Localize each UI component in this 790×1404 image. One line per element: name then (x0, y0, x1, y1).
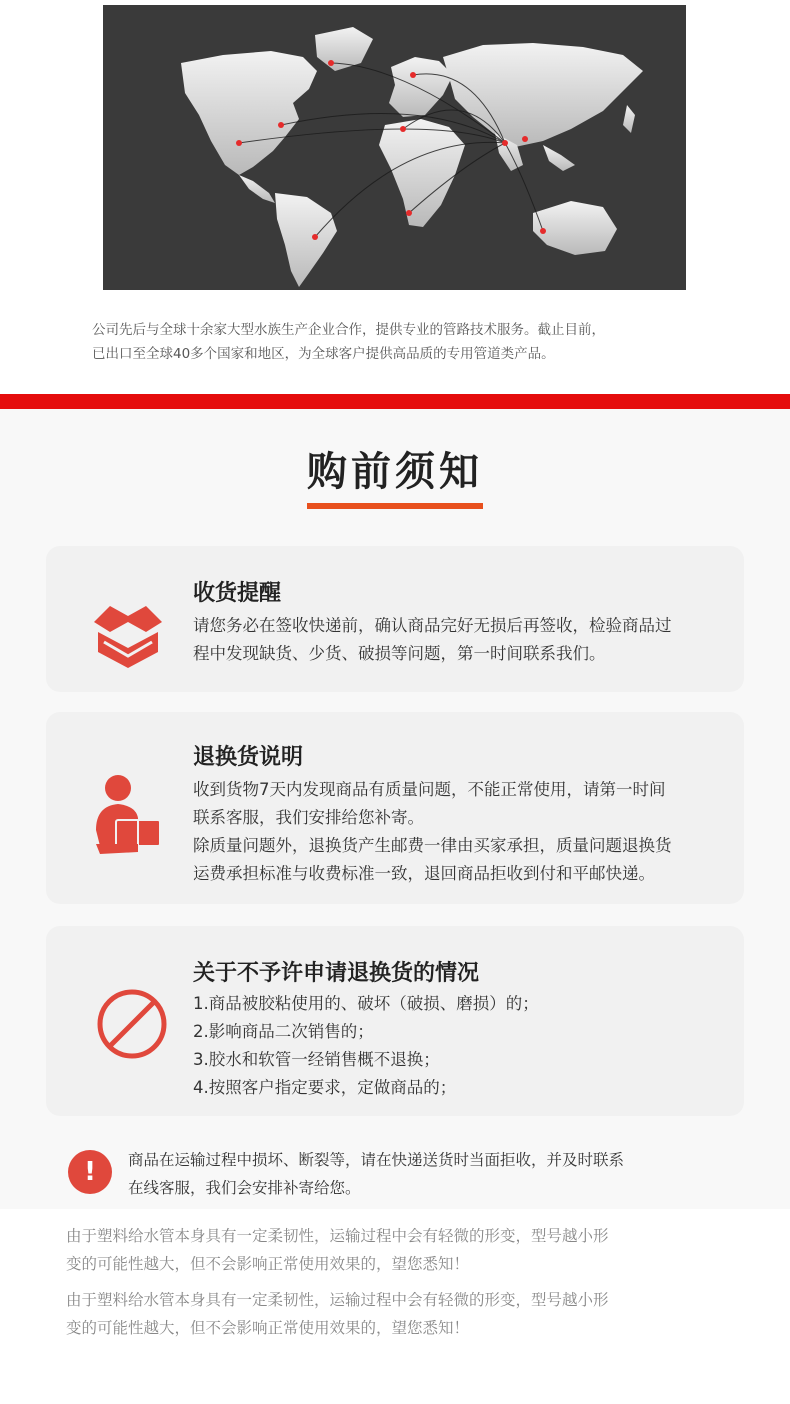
card-line: 请您务必在签收快递前，确认商品完好无损后再签收，检验商品过 (193, 616, 672, 635)
card-line: 收到货物7天内发现商品有质量问题，不能正常使用，请第一时间 (193, 780, 666, 799)
world-map-image (103, 5, 686, 290)
intro-line-2: 已出口至全球40多个国家和地区，为全球客户提供高品质的专用管道类产品。 (92, 346, 555, 362)
disclaimer-paragraph (66, 1286, 736, 1342)
section-title-text: 购前须知 (307, 440, 483, 509)
card-body (193, 776, 738, 888)
card-title: 退换货说明 (193, 745, 304, 770)
notice-text (128, 1146, 738, 1202)
card-no-return-cases (46, 926, 744, 1116)
card-receive-reminder (46, 546, 744, 692)
card-title: 关于不予许申请退换货的情况 (193, 961, 480, 986)
disclaimer-line: 由于塑料给水管本身具有一定柔韧性，运输过程中会有轻微的形变，型号越小形 (66, 1291, 609, 1309)
card-line: 除质量问题外，退换货产生邮费一律由买家承担，质量问题退换货 (193, 836, 672, 855)
card-line: 3.胶水和软管一经销售概不退换； (193, 1050, 440, 1069)
intro-line-1: 公司先后与全球十余家大型水族生产企业合作，提供专业的管路技术服务。截止目前， (92, 322, 605, 338)
card-title: 收货提醒 (193, 581, 282, 606)
notice-line-2: 在线客服，我们会安排补寄给您。 (128, 1179, 361, 1197)
box-icon (90, 598, 166, 674)
disclaimer-line: 变的可能性越大，但不会影响正常使用效果的，望您悉知！ (66, 1319, 470, 1337)
card-line: 联系客服，我们安排给您补寄。 (193, 808, 424, 827)
section-title (0, 440, 790, 509)
person-carrying-box-icon (90, 774, 166, 862)
disclaimer-line: 变的可能性越大，但不会影响正常使用效果的，望您悉知！ (66, 1255, 470, 1273)
company-intro (92, 318, 712, 366)
world-map-graphic (103, 5, 686, 290)
card-line: 运费承担标准与收费标准一致，退回商品拒收到付和平邮快递。 (193, 864, 655, 883)
disclaimer-line: 由于塑料给水管本身具有一定柔韧性，运输过程中会有轻微的形变，型号越小形 (66, 1227, 609, 1245)
card-return-policy (46, 712, 744, 904)
red-divider-bar (0, 394, 790, 409)
exclamation-icon: ! (68, 1150, 112, 1194)
prohibited-icon (96, 988, 168, 1064)
card-line: 4.按照客户指定要求，定做商品的； (193, 1078, 457, 1097)
card-body (193, 612, 738, 668)
notice-line-1: 商品在运输过程中损坏、断裂等，请在快递送货时当面拒收，并及时联系 (128, 1151, 625, 1169)
card-line: 2.影响商品二次销售的； (193, 1022, 374, 1041)
card-body (193, 990, 738, 1102)
card-line: 程中发现缺货、少货、破损等问题，第一时间联系我们。 (193, 644, 606, 663)
disclaimer-paragraph (66, 1222, 736, 1278)
card-line: 1.商品被胶粘使用的、破坏（破损、磨损）的； (193, 994, 539, 1013)
